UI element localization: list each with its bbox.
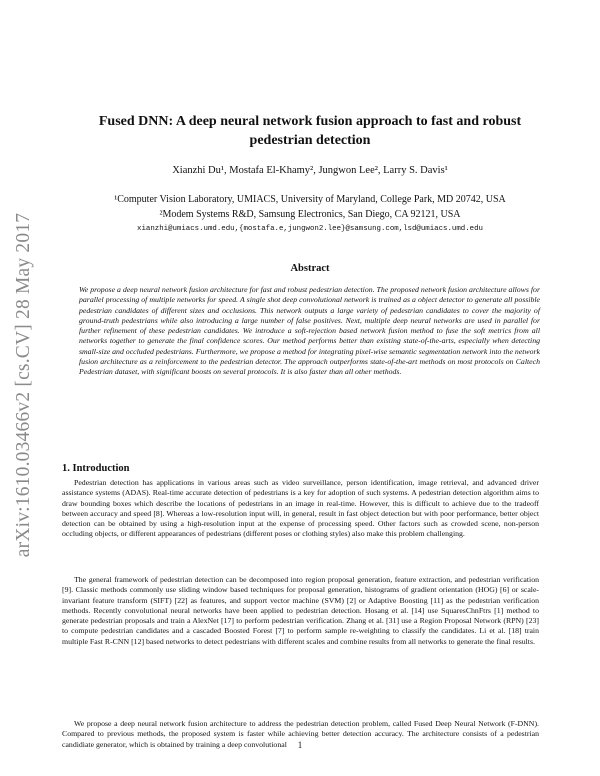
abstract-heading: Abstract: [290, 263, 330, 274]
affiliation-1: ¹Computer Vision Laboratory, UMIACS, University of Maryland, College Park, MD 20742, USA: [114, 194, 506, 205]
intro-paragraph-2: The general framework of pedestrian detection can be decomposed into region proposal generation, feature extraction, and pedestrian verification [9]. Classic methods commonly use sliding window based techniques for proposal generation, histograms of gradient orientation (HOG) [6] or scale-invariant feature transform (SIFT) [22] as features, and support vector machine (SVM) [2] or Adaptive Boosting [11] as the pedestrian verification methods. Recently convolutional neural networks have been applied to pedestrian detection. Hosang et al. [14] use SquaresChnFtrs [1] method to generate pedestrian proposals and train a AlexNet [17] to perform pedestrian verification. Zhang et al. [31] use a Region Proposal Network (RPN) [23] to compute pedestrian candidates and a cascaded Boosted Forest [7] to perform sample re-weighting to classify the candidates. Li et al. [18] train multiple Fast R-CNN [12] based networks to detect pedestrians with different scales and combine results from all networks to generate the final results.: [62, 575, 539, 646]
affiliation-2: ²Modem Systems R&D, Samsung Electronics, San Diego, CA 92121, USA: [159, 209, 461, 220]
introduction-heading: 1. Introduction: [62, 463, 130, 474]
intro-paragraph-1: Pedestrian detection has applications in various areas such as video surveillance, person identification, image retrieval, and advanced driver assistance systems (ADAS). Real-time accurate detection of pedestrians is a key for adoption of such systems. A pedestrian detection algorithm aims to draw bounding boxes which describe the locations of pedestrians in an image in real-time. However, this is difficult to achieve due to the tradeoff between accuracy and speed [8]. Whereas a low-resolution input will, in general, result in fast object detection but with poor performance, better object detection can be obtained by using a high-resolution input at the expense of processing speed. Other factors such as crowded scene, non-person occluding objects, or different appearances of pedestrians (different poses or clothing styles) also make this problem challenging.: [62, 478, 539, 539]
abstract-text: We propose a deep neural network fusion architecture for fast and robust pedestrian detection. The proposed network fusion architecture allows for parallel processing of multiple networks for speed. A single shot deep convolutional network is trained as a object detector to generate all possible pedestrian candidates of different sizes and occlusions. This network outputs a large variety of pedestrian candidates to cover the majority of ground-truth pedestrians while also introducing a large number of false positives. Next, multiple deep neural networks are used in parallel for further refinement of these pedestrian candidates. We introduce a soft-rejection based network fusion method to fuse the soft metrics from all networks together to generate the final confidence scores. Our method performs better than existing state-of-the-arts, especially when detecting small-size and occluded pedestrians. Furthermore, we propose a method for integrating pixel-wise semantic segmentation network into the network fusion architecture as a reinforcement to the pedestrian detector. The approach outperforms state-of-the-art methods on most protocols on Caltech Pedestrian dataset, with significant boosts on several protocols. It is also faster than all other methods.: [79, 285, 540, 377]
arxiv-identifier[interactable]: arXiv:1610.03466v2 [cs.CV] 28 May 2017: [13, 212, 35, 558]
intro-paragraph-3: We propose a deep neural network fusion architecture to address the pedestrian detection problem, called Fused Deep Neural Network (F-DNN). Compared to previous methods, the proposed system is faster while achieving better detection accuracy. The architecture consists of a pedestrian candidiate generator, which is obtained by training a deep convolutional: [62, 719, 539, 749]
page-number: 1: [297, 740, 303, 750]
author-list: Xianzhi Du¹, Mostafa El-Khamy², Jungwon Lee², Larry S. Davis¹: [172, 165, 448, 176]
paper-title: Fused DNN: A deep neural network fusion approach to fast and robust pedestrian detection: [98, 114, 522, 148]
arxiv-side-stamp: [8, 150, 40, 620]
author-emails: xianzhi@umiacs.umd.edu,{mostafa.e,jungwon2.lee}@samsung.com,lsd@umiacs.umd.edu: [137, 225, 483, 233]
